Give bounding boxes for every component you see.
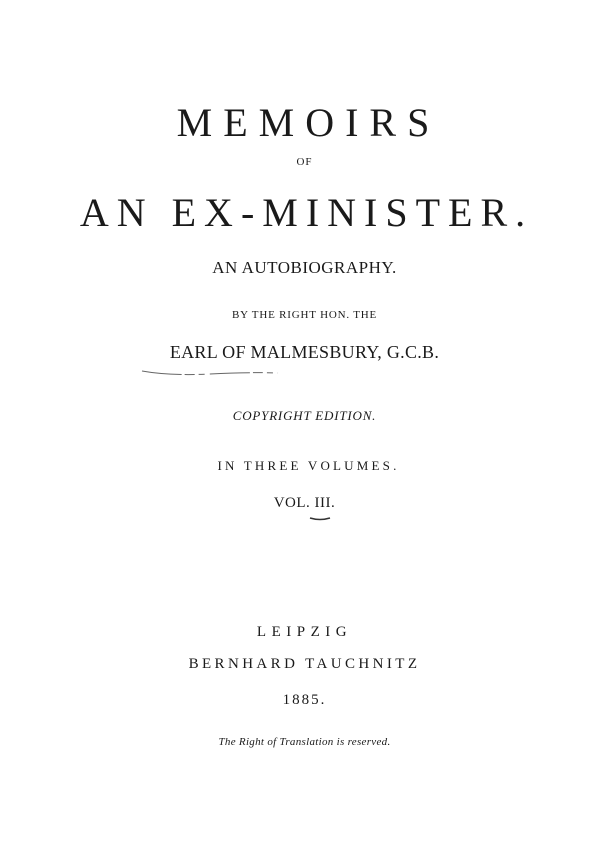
edition-notice: COPYRIGHT EDITION. xyxy=(232,408,377,423)
publication-place: LEIPZIG xyxy=(256,624,353,640)
publication-year: 1885. xyxy=(282,692,327,708)
title-line-2: AN EX-MINISTER. xyxy=(79,190,534,235)
title-of: OF xyxy=(296,156,313,168)
publisher-name: BERNHARD TAUCHNITZ xyxy=(188,656,421,672)
volume-underline xyxy=(308,516,332,521)
byline-prefix: BY THE RIGHT HON. THE xyxy=(231,309,378,321)
author-name: EARL OF MALMESBURY, G.C.B. xyxy=(169,342,440,362)
title-line-1: MEMOIRS xyxy=(176,100,441,145)
subtitle: AN AUTOBIOGRAPHY. xyxy=(212,258,397,277)
ornamental-rule xyxy=(140,369,280,377)
volume-set: IN THREE VOLUMES. xyxy=(217,458,400,473)
rights-notice: The Right of Translation is reserved. xyxy=(218,736,391,748)
volume-number: VOL. III. xyxy=(273,495,336,511)
